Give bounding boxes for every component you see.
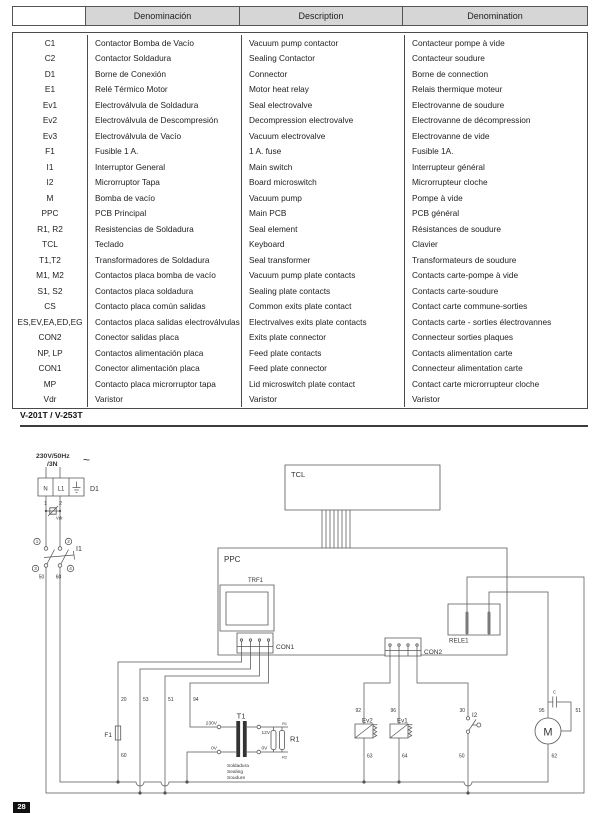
- table-cell: Electrvalves exits plate contacts: [241, 314, 404, 330]
- table-cell: Contacteur pompe à vide: [404, 35, 587, 51]
- table-cell: F1: [45, 146, 55, 157]
- wire-63-label: 63: [367, 753, 373, 760]
- table-cell: Clavier: [404, 237, 587, 253]
- t1-12v-label: 12V: [261, 731, 271, 736]
- trf1-inner-box: [226, 592, 268, 625]
- table-cell: Varistor: [241, 392, 404, 408]
- table-cell: Feed plate connector: [241, 361, 404, 377]
- con2-wires: [364, 646, 468, 724]
- table-cell: Contactos alimentación placa: [87, 345, 241, 361]
- seal-label-es: Soldadura: [227, 764, 249, 769]
- connector-con2: [385, 638, 421, 656]
- seal-resistors-r1: [271, 727, 285, 752]
- wire-53-label: 53: [143, 697, 149, 703]
- table-cell: Board microswitch: [241, 175, 404, 191]
- table-cell: Fusible 1 A.: [87, 144, 241, 160]
- table-cell: Ev1: [42, 99, 58, 110]
- table-cell: Lid microswitch plate contact: [241, 376, 404, 392]
- r1-label: R1: [290, 734, 300, 744]
- table-cell: C2: [44, 53, 56, 64]
- table-cell: Vacuum electrovalve: [241, 128, 404, 144]
- table-cell: Main PCB: [241, 206, 404, 222]
- table-cell: Sealing plate contacts: [241, 283, 404, 299]
- table-cell: Contacts carte - sorties électrovannes: [404, 314, 587, 330]
- table-cell: Pompe à vide: [404, 190, 587, 206]
- table-cell: Connector: [241, 66, 404, 82]
- table-cell: Contactos placa salidas electroválvulas: [87, 314, 241, 330]
- d1-pin1-label: 1: [44, 501, 47, 507]
- supply-voltage-label: 230V/50Hz: [36, 453, 70, 460]
- table-cell: Vacuum pump plate contacts: [241, 268, 404, 284]
- table-cell: Contacts carte-pompe à vide: [404, 268, 587, 284]
- table-cell: Connecteur sorties plaques: [404, 330, 587, 346]
- con1-wires: [118, 641, 269, 793]
- table-cell: CON2: [38, 332, 62, 343]
- table-cell: S1, S2: [37, 285, 63, 296]
- table-cell: Contactos placa soldadura: [87, 283, 241, 299]
- table-cell: Feed plate contacts: [241, 345, 404, 361]
- i1-label: I1: [76, 546, 82, 553]
- table-cell: ES,EV,EA,ED,EG: [17, 316, 83, 327]
- table-cell: Conector alimentación placa: [87, 361, 241, 377]
- table-cell: Resistencias de Soldadura: [87, 221, 241, 237]
- i2-label: I2: [472, 712, 478, 719]
- seal-label-fr: Soudure: [227, 776, 246, 781]
- wire-51b-label: 51: [575, 708, 581, 714]
- live-bus-wire: [46, 567, 584, 793]
- table-cell: Relé Térmico Motor: [87, 82, 241, 98]
- table-cell: Interruptor General: [87, 159, 241, 175]
- table-cell: Vacuum pump contactor: [241, 35, 404, 51]
- table-cell: PPC: [41, 208, 59, 219]
- table-cell: Contactor Soldadura: [87, 51, 241, 67]
- main-switch-i1: [32, 496, 74, 572]
- table-cell: Exits plate connector: [241, 330, 404, 346]
- table-cell: Sealing Contactor: [241, 51, 404, 67]
- capacitor-label: C: [552, 689, 557, 695]
- table-cell: Contacto placa microrruptor tapa: [87, 376, 241, 392]
- terminal-n-label: N: [43, 486, 48, 493]
- table-cell: Electroválvula de Vacío: [87, 128, 241, 144]
- table-cell: Vdr: [43, 394, 57, 405]
- d1-pin2-label: 2: [59, 501, 62, 507]
- wire-30-label: 30: [459, 708, 465, 714]
- table-cell: MP: [43, 378, 57, 389]
- ac-symbol: ~: [83, 453, 91, 467]
- table-cell: Teclado: [87, 237, 241, 253]
- tcl-box: [285, 465, 440, 510]
- terminal-l1-label: L1: [57, 486, 65, 493]
- table-cell: Fusible 1A.: [404, 144, 587, 160]
- table-cell: Seal element: [241, 221, 404, 237]
- supply-phase-label: /3N: [47, 461, 58, 468]
- table-cell: Contactos placa bomba de vacío: [87, 268, 241, 284]
- table-cell: Contacts carte-soudure: [404, 283, 587, 299]
- t1-label: T1: [236, 711, 246, 721]
- table-cell: Contact carte commune-sorties: [404, 299, 587, 315]
- table-cell: Ev2: [42, 115, 58, 126]
- table-cell: Varistor: [87, 392, 241, 408]
- table-cell: Transformadores de Soldadura: [87, 252, 241, 268]
- table-cell: Vacuum pump: [241, 190, 404, 206]
- table-cell: Résistances de soudure: [404, 221, 587, 237]
- table-cell: I1: [46, 161, 54, 172]
- table-cell: CS: [44, 301, 56, 312]
- table-cell: Main switch: [241, 159, 404, 175]
- connector-con1: [237, 633, 273, 653]
- table-cell: Electrovanne de soudure: [404, 97, 587, 113]
- r1-tag-label: R1: [282, 721, 287, 726]
- table-cell: M1, M2: [36, 270, 64, 281]
- vacuum-pump-motor: [535, 697, 571, 745]
- table-cell: Relais thermique moteur: [404, 82, 587, 98]
- page-number-badge: 28: [13, 802, 30, 813]
- wire-50-label: 50: [38, 574, 45, 581]
- wire-20-label: 20: [121, 697, 127, 703]
- table-cell: Motor heat relay: [241, 82, 404, 98]
- microswitch-i2: [466, 717, 481, 793]
- table-cell: Contactor Bomba de Vacío: [87, 35, 241, 51]
- supply-leads: [46, 467, 60, 478]
- table-cell: Contacto placa común salidas: [87, 299, 241, 315]
- table-cell: R1, R2: [37, 223, 63, 234]
- r2-tag-label: R2: [282, 755, 287, 760]
- table-header-french: Denomination: [402, 6, 588, 26]
- table-cell: Microrrupteur cloche: [404, 175, 587, 191]
- table-cell: 1 A. fuse: [241, 144, 404, 160]
- wire-50b-label: 50: [458, 753, 465, 760]
- wire-62-label: 62: [551, 753, 558, 760]
- table-cell: Conector salidas placa: [87, 330, 241, 346]
- ppc-label: PPC: [224, 555, 241, 564]
- table-cell: NP, LP: [37, 347, 63, 358]
- rele1-label: RELE1: [449, 637, 469, 645]
- table-cell: Electroválvula de Descompresión: [87, 113, 241, 129]
- con2-label: CON2: [424, 649, 443, 656]
- table-cell: D1: [44, 68, 56, 79]
- wire-60-label: 60: [55, 574, 62, 581]
- con1-label: CON1: [276, 644, 295, 651]
- table-cell: Keyboard: [241, 237, 404, 253]
- tcl-label: TCL: [291, 470, 306, 479]
- table-header-spanish: Denominación: [85, 6, 240, 26]
- table-cell: Transformateurs de soudure: [404, 252, 587, 268]
- table-cell: PCB Principal: [87, 206, 241, 222]
- table-cell: Microrruptor Tapa: [87, 175, 241, 191]
- vdr-label: Vdr: [56, 515, 63, 521]
- i1-contact3-label: 3: [34, 566, 37, 572]
- table-cell: Decompression electrovalve: [241, 113, 404, 129]
- wire-95-label: 95: [538, 708, 545, 714]
- wire-92-label: 92: [355, 708, 361, 714]
- neutral-bus-wire: [60, 567, 548, 786]
- table-cell: CON1: [38, 363, 62, 374]
- section-label: V-201T / V-253T: [20, 410, 83, 420]
- i1-contact4-label: 4: [69, 566, 72, 572]
- table-cell: Borne de Conexión: [87, 66, 241, 82]
- ribbon-cable: [322, 510, 350, 548]
- table-cell: Contact carte microrrupteur cloche: [404, 376, 587, 392]
- wire-96-label: 96: [390, 708, 396, 714]
- t1-230v-label: 230V: [205, 721, 217, 727]
- table-cell: Interrupteur général: [404, 159, 587, 175]
- wire-94-label: 94: [193, 697, 199, 703]
- d1-label: D1: [90, 486, 99, 493]
- ev2-label: Ev2: [362, 717, 373, 725]
- table-cell: M: [46, 192, 54, 203]
- table-cell: Seal electrovalve: [241, 97, 404, 113]
- table-cell: Ev3: [42, 130, 58, 141]
- i1-contact1-label: 1: [35, 539, 39, 545]
- table-cell: Electrovanne de décompression: [404, 113, 587, 129]
- ground-icon: [73, 482, 81, 493]
- motor-m-label: M: [543, 726, 553, 739]
- table-header-english: Description: [239, 6, 403, 26]
- table-cell: Bomba de vacío: [87, 190, 241, 206]
- wire-51-label: 51: [168, 697, 174, 703]
- trf1-label: TRF1: [248, 578, 263, 584]
- table-cell: Electrovanne de vide: [404, 128, 587, 144]
- ev1-label: Ev1: [397, 717, 408, 725]
- table-cell: Contacteur soudure: [404, 51, 587, 67]
- table-cell: Seal transformer: [241, 252, 404, 268]
- seal-label-en: Sealing: [227, 770, 244, 775]
- table-cell: PCB général: [404, 206, 587, 222]
- i1-contact2-label: 2: [67, 539, 70, 545]
- table-cell: E1: [44, 84, 56, 95]
- table-cell: Connecteur alimentation carte: [404, 361, 587, 377]
- table-cell: Borne de connection: [404, 66, 587, 82]
- varistor: [45, 506, 61, 516]
- t1-0v-secondary-label: 0V: [261, 746, 268, 752]
- table-cell: Varistor: [404, 392, 587, 408]
- table-cell: Common exits plate contact: [241, 299, 404, 315]
- wire-64-label: 64: [402, 753, 408, 760]
- junction-dots: [116, 780, 469, 794]
- table-cell: TCL: [42, 239, 58, 250]
- f1-label: F1: [104, 732, 112, 739]
- t1-0v-primary-label: 0V: [211, 746, 217, 752]
- table-cell: T1,T2: [39, 254, 61, 265]
- wire-60b-label: 60: [121, 753, 127, 759]
- table-cell: Contacts alimentation carte: [404, 345, 587, 361]
- table-cell: Electroválvula de Soldadura: [87, 97, 241, 113]
- table-cell: I2: [46, 177, 54, 188]
- table-cell: C1: [44, 37, 56, 48]
